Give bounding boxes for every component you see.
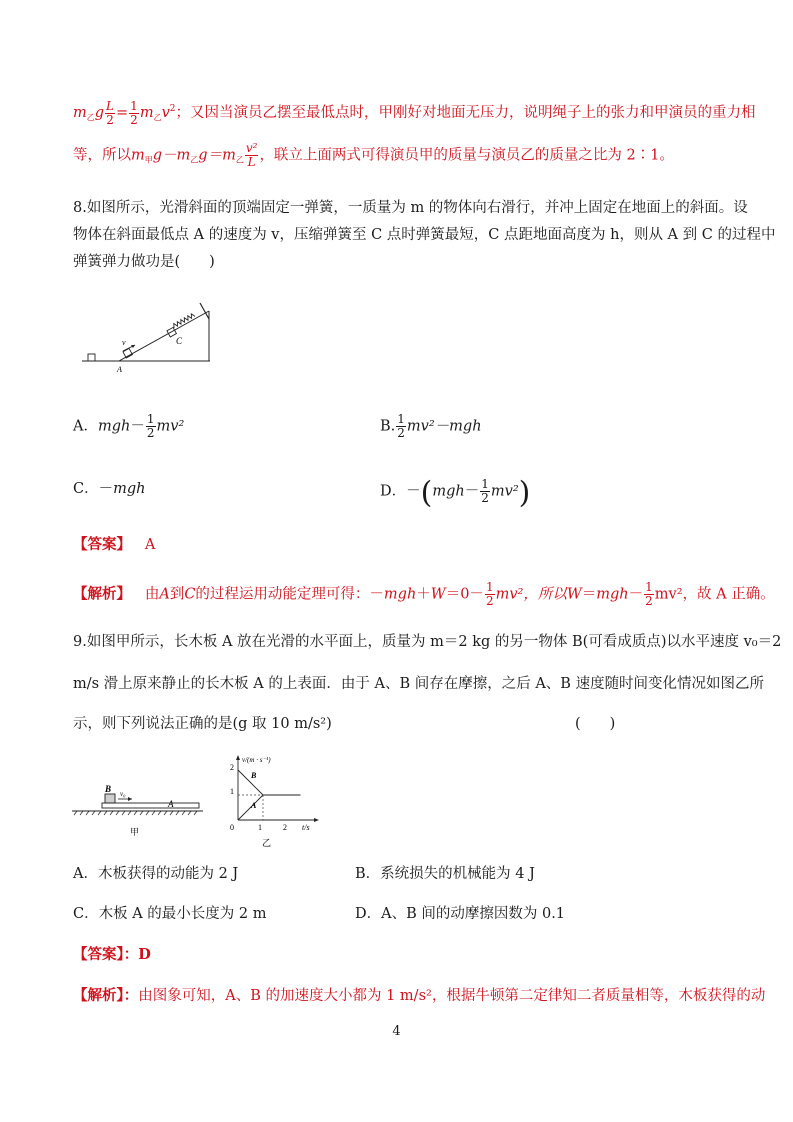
label-B: B <box>105 784 112 794</box>
q9-option-A[interactable]: A．木板获得的动能为 2 J <box>73 866 239 882</box>
label-yi: 乙 <box>262 838 272 848</box>
fraction: $\frac{1}{2}$ <box>485 580 494 608</box>
v0-arrowhead <box>128 797 132 801</box>
var-g: g <box>94 105 105 121</box>
q9-stem-line-1: 9.如图甲所示，长木板 A 放在光滑的水平面上，质量为 m＝2 kg 的另一物体 B(可看成质点)以水平速度 v₀＝2 <box>73 634 782 650</box>
page-number: 4 <box>392 1024 401 1039</box>
series-line-B <box>238 770 301 795</box>
q9-answer: 【答案】：D <box>73 946 151 963</box>
series-label-A: A <box>251 801 257 810</box>
sub: 乙 <box>86 113 95 122</box>
y-tick-2: 2 <box>230 763 234 772</box>
q9-option-C[interactable]: C．木板 A 的最小长度为 2 m <box>73 906 267 922</box>
prev-analysis-line-2: 等，所以$m_甲g-m_乙g=m_乙$ $\frac{\text{v²}}{L}$ ，联立上面两式可得演员甲的质量与演员乙的质量之比为 2∶1。 <box>73 141 674 169</box>
q8-analysis: 【解析】 由A到C的过程运用动能定理可得：－mgh＋W＝0－ $\frac{1}{2}$ mv²，所以W＝mgh－ $\frac{1}{2}$ mv²，故 A 正确。 <box>73 580 775 608</box>
q9-answer-paren: ( ) <box>575 716 616 732</box>
series-line-A <box>238 795 301 820</box>
x-tick-2: 2 <box>283 823 287 832</box>
board-A <box>102 803 199 808</box>
label-jia: 甲 <box>130 827 140 837</box>
spring-mount <box>200 303 209 319</box>
q9-figure-jia <box>70 783 205 843</box>
q8-option-D[interactable]: D．－(mgh－ $\frac{1}{2}$ mv²) <box>380 475 531 511</box>
q8-stem-line-1: 8.如图所示，光滑斜面的顶端固定一弹簧，一质量为 m 的物体向右滑行，并冲上固定在地面上的斜面。设 <box>73 200 748 216</box>
fraction: $\frac{1}{2}$ <box>146 412 155 440</box>
fraction: $\frac{\text{v²}}{L}$ <box>245 141 258 169</box>
q9-stem-line-3: 示，则下列说法正确的是(g 取 10 m/s²) <box>73 716 332 732</box>
q8-option-B[interactable]: B. $\frac{1}{2}$ mv²－mgh <box>380 412 482 440</box>
y-axis-label: v/(m · s⁻¹) <box>242 756 271 764</box>
q8-option-A[interactable]: A．mgh－ $\frac{1}{2}$ mv² <box>73 412 185 440</box>
q9-analysis: 【解析】：由图象可知，A、B 的加速度大小都为 1 m/s²，根据牛顿第二定律知二者质量相等，木板获得的动 <box>73 987 766 1004</box>
y-axis-arrow <box>236 755 240 760</box>
q9-stem-line-2: m/s 滑上原来静止的长木板 A 的上表面．由于 A、B 间存在摩擦，之后 A、B 速度随时间变化情况如图乙所 <box>73 676 765 692</box>
x-tick-1: 1 <box>258 823 262 832</box>
q9-vt-graph <box>222 752 322 852</box>
fraction: $\frac{1}{2}$ <box>481 477 489 505</box>
q8-stem-line-2: 物体在斜面最低点 A 的速度为 v，压缩弹簧至 C 点时弹簧最短，C 点距地面高度为 h，则从 A 到 C 的过程中 <box>73 227 776 243</box>
y-tick-1: 1 <box>230 787 234 796</box>
var-m: m <box>73 105 87 121</box>
x-axis-arrow <box>314 818 319 822</box>
fraction: $\frac{1}{2}$ <box>397 412 405 440</box>
fraction: $\frac{L}{2}$ <box>106 98 115 127</box>
label-A: A <box>117 365 122 374</box>
block-B <box>105 794 115 803</box>
q8-option-C[interactable]: C．－mgh <box>73 481 146 497</box>
series-label-B: B <box>251 771 257 780</box>
label-A: A <box>168 799 174 809</box>
q8-stem-line-3: 弹簧弹力做功是( ) <box>73 254 215 270</box>
label-v: v <box>122 338 126 347</box>
fraction: $\frac{1}{2}$ <box>130 98 138 127</box>
prev-analysis-line-1: $m_乙g$ $\frac{L}{2}$ = $\frac{1}{2}$ $m_乙v^2$；又因当演员乙摆至最低点时，甲刚好对地面无压力，说明绳子上的张力和甲演员的重力相 <box>73 98 756 127</box>
floor-hatch <box>74 811 197 815</box>
block-on-ground <box>88 354 95 361</box>
q8-answer: 【答案】 A <box>73 536 156 553</box>
label-C: C <box>176 336 183 346</box>
q8-incline-figure <box>82 295 217 375</box>
q9-option-B[interactable]: B．系统损失的机械能为 4 J <box>355 866 535 882</box>
x-axis-label: t/s <box>302 823 310 832</box>
origin-label: 0 <box>230 823 234 832</box>
fraction: $\frac{1}{2}$ <box>645 580 653 608</box>
incline-surface <box>119 311 209 361</box>
q9-option-D[interactable]: D．A、B 间的动摩擦因数为 0.1 <box>355 906 566 922</box>
label-v0: v₀ <box>120 790 126 798</box>
